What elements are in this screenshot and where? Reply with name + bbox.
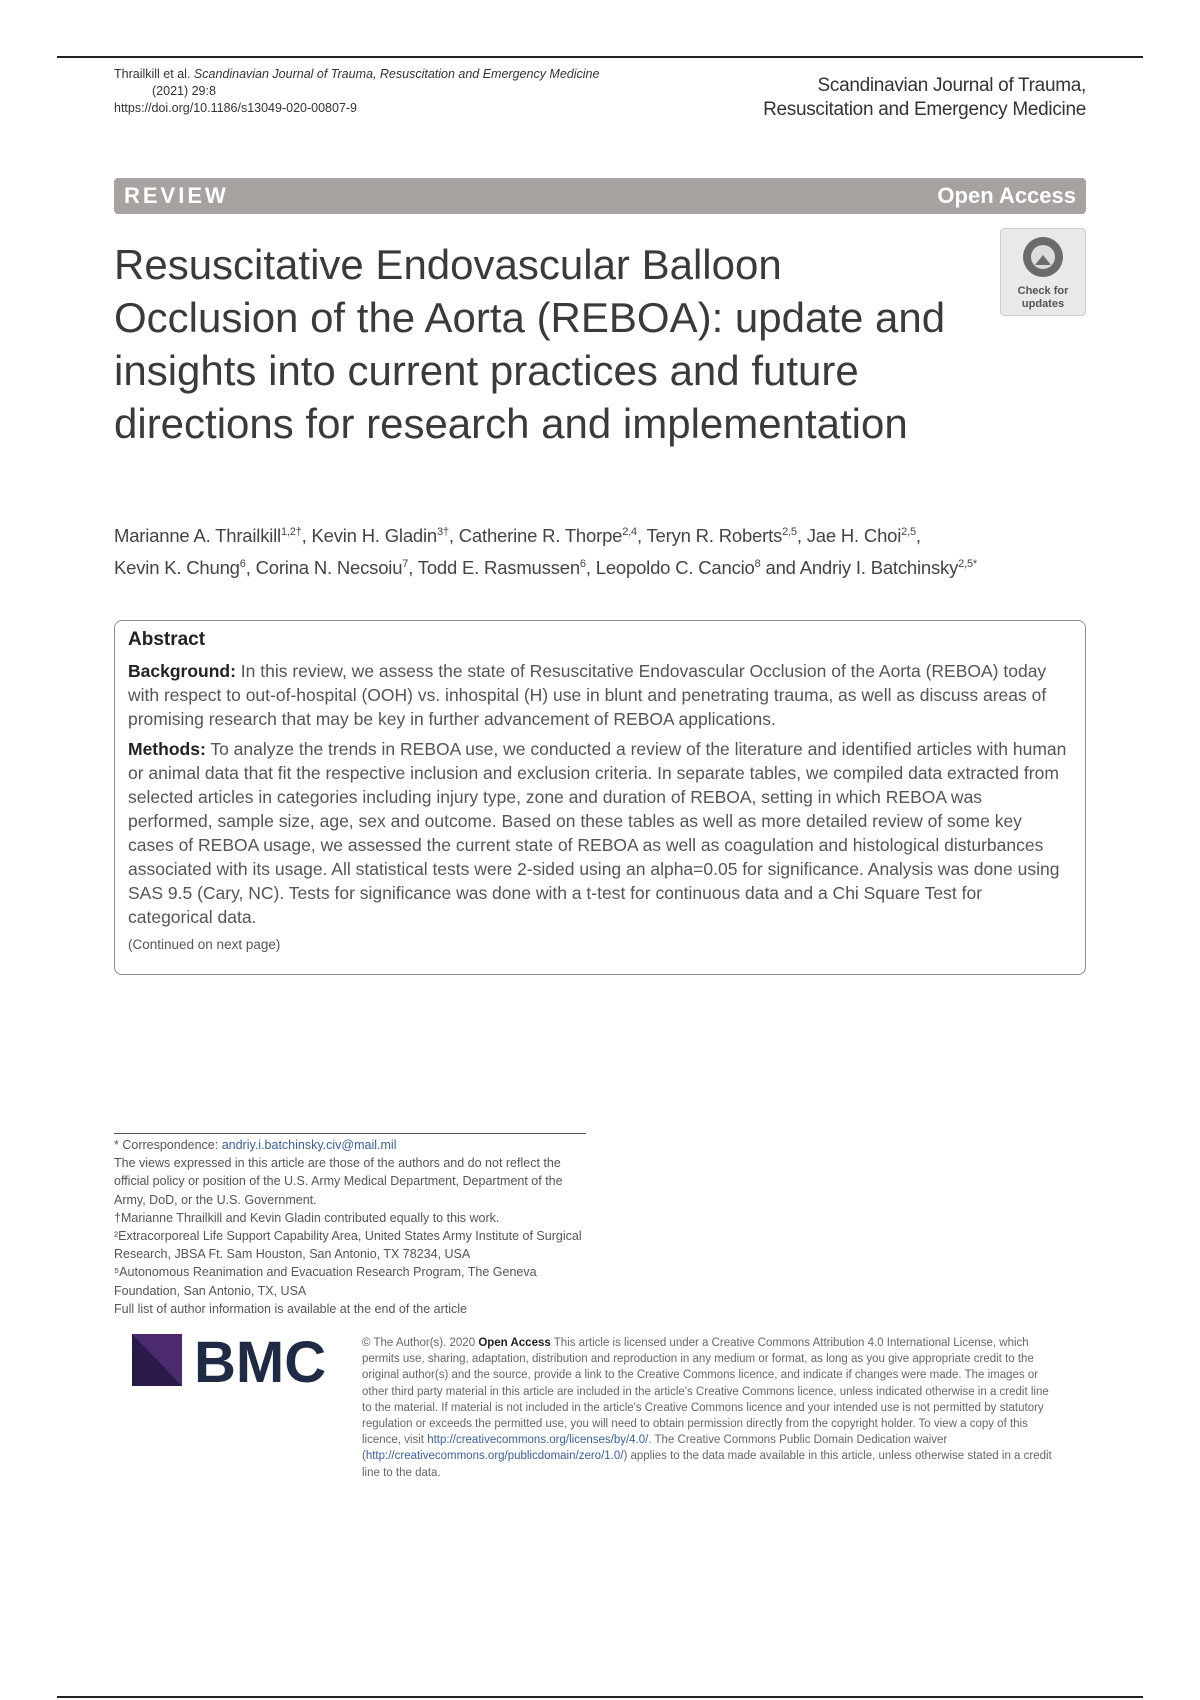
methods-label: Methods: [128, 739, 206, 759]
correspondence-email[interactable]: andriy.i.batchinsky.civ@mail.mil [221, 1138, 397, 1152]
affiliation-5: ⁵Autonomous Reanimation and Evacuation Research Program, The Geneva Foundation, San Antonio, TX, USA [114, 1265, 537, 1298]
author-list: Marianne A. Thrailkill$^{1,2\dagger}$, Kevin H. Gladin$^{3\dagger}$, Catherine R. Thorpe$^{2,4}$, Teryn R. Roberts$^{2,5}$, Jae H. Choi$^{2,5}$, Kevin K. Chung$^6$, Corina N. Necsoiu$^7$, Todd E. Rasmussen$^6$, Leopoldo C. Cancio$^8$ and Andriy I. Batchinsky$^{2,5*}$ [114, 525, 977, 579]
top-rule [57, 56, 1143, 58]
bmc-logo-text: BMC [194, 1332, 327, 1388]
citation-authors: Thrailkill et al. [114, 67, 191, 81]
license-link-by[interactable]: http://creativecommons.org/licenses/by/4.0/ [427, 1434, 649, 1447]
license-link-zero[interactable]: http://creativecommons.org/publicdomain/zero/1.0/ [365, 1450, 624, 1463]
journal-name [763, 74, 1086, 122]
continued-note: (Continued on next page) [128, 937, 281, 952]
bmc-logo[interactable] [130, 1332, 345, 1388]
check-for-updates-line2: updates [1021, 298, 1065, 310]
equal-contribution-note: †Marianne Thrailkill and Kevin Gladin contributed equally to this work. [114, 1210, 500, 1225]
journal-name-line1: Scandinavian Journal of Trauma, [817, 75, 1086, 96]
license-text: © The Author(s). 2020 Open Access This article is licensed under a Creative Commons Attribution 4.0 International License, which permits use, sharing, adaptation, distribution and reproduction in any medium or format, as long as you give appropriate credit to the original author(s) and the source, provide a link to the Creative Commons licence, and indicate if changes were made. The images or other third party material in this article are included in the article's Creative Commons licence, unless indicated otherwise in a credit line to the material. If material is not included in the article's Creative Commons licence and your intended use is not permitted by statutory regulation or exceeds the permitted use, you will need to obtain permission directly from the copyright holder. To view a copy of this licence, visit http://creativecommons.org/licenses/by/4.0/. The Creative Commons Public Domain Dedication waiver (http://creativecommons.org/publicdomain/zero/1.0/) applies to the data made available in this article, unless otherwise stated in a credit line to the data. [362, 1337, 1052, 1479]
journal-name-line2: Resuscitation and Emergency Medicine [763, 99, 1086, 120]
bottom-rule [57, 1696, 1143, 1698]
abstract-box [114, 620, 1086, 975]
footnotes [114, 1136, 594, 1318]
author[interactable]: Andriy I. Batchinsky$^{2,5*}$ [799, 557, 977, 579]
author[interactable]: Teryn R. Roberts$^{2,5}$ [646, 525, 797, 547]
citation-block [114, 66, 599, 117]
author[interactable]: Kevin H. Gladin$^{3\dagger}$ [311, 525, 449, 547]
abstract-background [128, 659, 1069, 731]
check-for-updates-button[interactable] [1000, 228, 1086, 316]
correspondence: * Correspondence: andriy.i.batchinsky.civ@mail.mil [114, 1138, 397, 1152]
abstract-heading: Abstract [128, 629, 206, 650]
article-type-label: REVIEW [124, 183, 229, 208]
license-open-access: Open Access [478, 1337, 551, 1349]
author[interactable]: Marianne A. Thrailkill$^{1,2\dagger}$ [114, 525, 302, 547]
author[interactable]: Todd E. Rasmussen$^6$ [417, 557, 586, 579]
background-label: Background: [128, 661, 236, 681]
author[interactable]: Kevin K. Chung$^6$ [114, 557, 246, 579]
background-text: In this review, we assess the state of Resuscitative Endovascular Occlusion of the Aorta (REBOA) today with respect to out-of-hospital (OOH) vs. inhospital (H) use in blunt and penetrating trauma, as well as discuss areas of promising research that may be key in further advancement of REBOA applications. [128, 661, 1047, 729]
disclaimer: The views expressed in this article are those of the authors and do not reflect the official policy or position of the U.S. Army Medical Department, Department of the Army, DoD, or the U.S. Government. [114, 1156, 563, 1207]
citation-journal: Scandinavian Journal of Trauma, Resuscitation and Emergency Medicine [193, 67, 600, 81]
methods-text: To analyze the trends in REBOA use, we conducted a review of the literature and identified articles with human or animal data that fit the respective inclusion and exclusion criteria. In separate tables, we compiled data extracted from selected articles in categories including injury type, zone and duration of REBOA, setting in which REBOA was performed, sample size, age, sex and outcome. Based on these tables as well as more detailed review of some key cases of REBOA usage, we assessed the current state of REBOA as well as coagulation and histological disturbances associated with its usage. All statistical tests were 2-sided using an alpha=0.05 for significance. Analysis was done using SAS 9.5 (Cary, NC). Tests for significance was done with a t-test for continuous data and a Chi Square Test for categorical data. [128, 739, 1067, 927]
abstract-methods [128, 737, 1069, 929]
author[interactable]: Jae H. Choi$^{2,5}$ [806, 525, 916, 547]
full-author-list-note: Full list of author information is available at the end of the article [114, 1301, 467, 1316]
author[interactable]: Corina N. Necsoiu$^7$ [255, 557, 409, 579]
article-title: Resuscitative Endovascular Balloon Occlusion of the Aorta (REBOA): update and insights into current practices and future directions for research and implementation [114, 241, 946, 447]
footnote-rule [114, 1133, 586, 1134]
author[interactable]: Catherine R. Thorpe$^{2,4}$ [458, 525, 637, 547]
affiliation-2: ²Extracorporeal Life Support Capability Area, United States Army Institute of Surgical Research, JBSA Ft. Sam Houston, San Antonio, TX 78234, USA [114, 1229, 582, 1262]
check-for-updates-icon [1021, 235, 1065, 279]
doi-link[interactable]: https://doi.org/10.1186/s13049-020-00807-9 [114, 101, 358, 115]
article-type-banner [114, 178, 1086, 214]
check-for-updates-line1: Check for [1017, 285, 1069, 297]
author[interactable]: Leopoldo C. Cancio$^8$ [595, 557, 761, 579]
citation-year: (2021) 29:8 [152, 84, 216, 98]
open-access-label: Open Access [937, 183, 1076, 208]
